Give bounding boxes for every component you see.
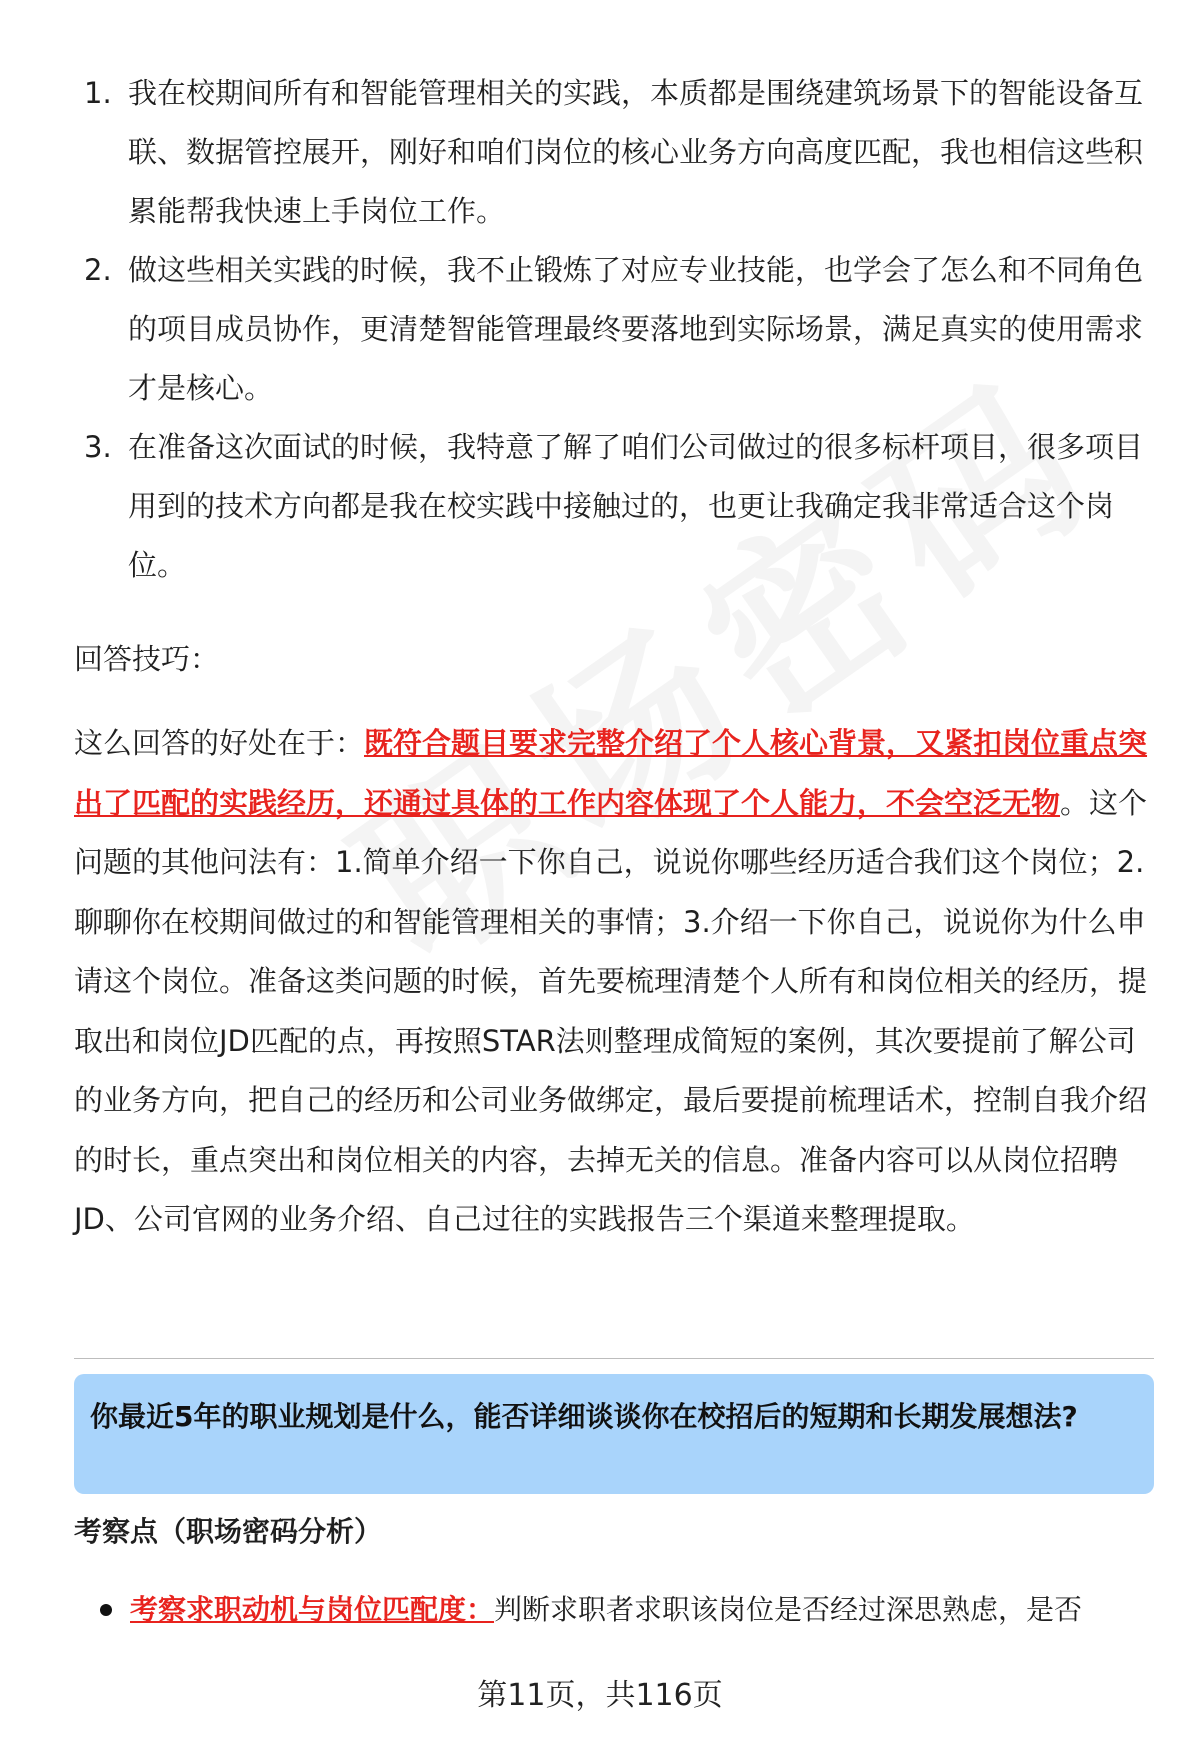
question-box [74, 1374, 1154, 1494]
list-text: 在准备这次面试的时候，我特意了解了咱们公司做过的很多标杆项目，很多项目用到的技术方向都是我在校实践中接触过的，也更让我确定我非常适合这个岗位。 [128, 430, 1144, 582]
section-divider [74, 1358, 1154, 1359]
analysis-item-text: 判断求职者求职该岗位是否经过深思熟虑，是否 [494, 1593, 1083, 1626]
answer-list [74, 64, 1154, 595]
list-text: 做这些相关实践的时候，我不止锻炼了对应专业技能，也学会了怎么和不同角色的项目成员协作，更清楚智能管理最终要落地到实际场景，满足真实的使用需求才是核心。 [128, 253, 1144, 405]
tips-lead: 这么回答的好处在于： [74, 726, 365, 760]
list-item [74, 241, 1154, 418]
analysis-heading: 考察点（职场密码分析） [74, 1515, 383, 1548]
tips-heading: 回答技巧： [74, 642, 220, 676]
tips-body: 。这个问题的其他问法有：1.简单介绍一下你自己，说说你哪些经历适合我们这个岗位；2.聊聊你在校期间做过的和智能管理相关的事情；3.介绍一下你自己，说说你为什么申请这个岗位。准备这类问题的时候，首先要梳理清楚个人所有和岗位相关的经历，提取出和岗位JD匹配的点，再按照STAR法则整理成简短的案例，其次要提前了解公司的业务方向，把自己的经历和公司业务做绑定，最后要提前梳理话术，控制自我介绍的时长，重点突出和岗位相关的内容，去掉无关的信息。准备内容可以从岗位招聘JD、公司官网的业务介绍、自己过往的实践报告三个渠道来整理提取。 [74, 785, 1148, 1236]
tips-paragraph [74, 714, 1154, 1250]
question-text: 你最近5年的职业规划是什么，能否详细谈谈你在校招后的短期和长期发展想法? [90, 1400, 1078, 1433]
analysis-item-content [130, 1580, 1082, 1640]
list-number: 2. [84, 253, 112, 287]
page-number: 第11页，共116页 [477, 1678, 723, 1713]
list-number: 1. [84, 76, 112, 110]
list-text: 我在校期间所有和智能管理相关的实践，本质都是围绕建筑场景下的智能设备互联、数据管控展开，刚好和咱们岗位的核心业务方向高度匹配，我也相信这些积累能帮我快速上手岗位工作。 [128, 76, 1144, 228]
analysis-item [100, 1580, 1154, 1640]
list-number: 3. [84, 430, 112, 464]
list-item [74, 418, 1154, 595]
list-item [74, 64, 1154, 241]
tips-highlight: 既符合题目要求完整介绍了个人核心背景，又紧扣岗位重点突出了匹配的实践经历，还通过具体的工作内容体现了个人能力，不会空泛无物 [74, 726, 1148, 820]
analysis-item-label: 考察求职动机与岗位匹配度： [130, 1593, 495, 1626]
bullet-dot-icon [100, 1604, 112, 1616]
